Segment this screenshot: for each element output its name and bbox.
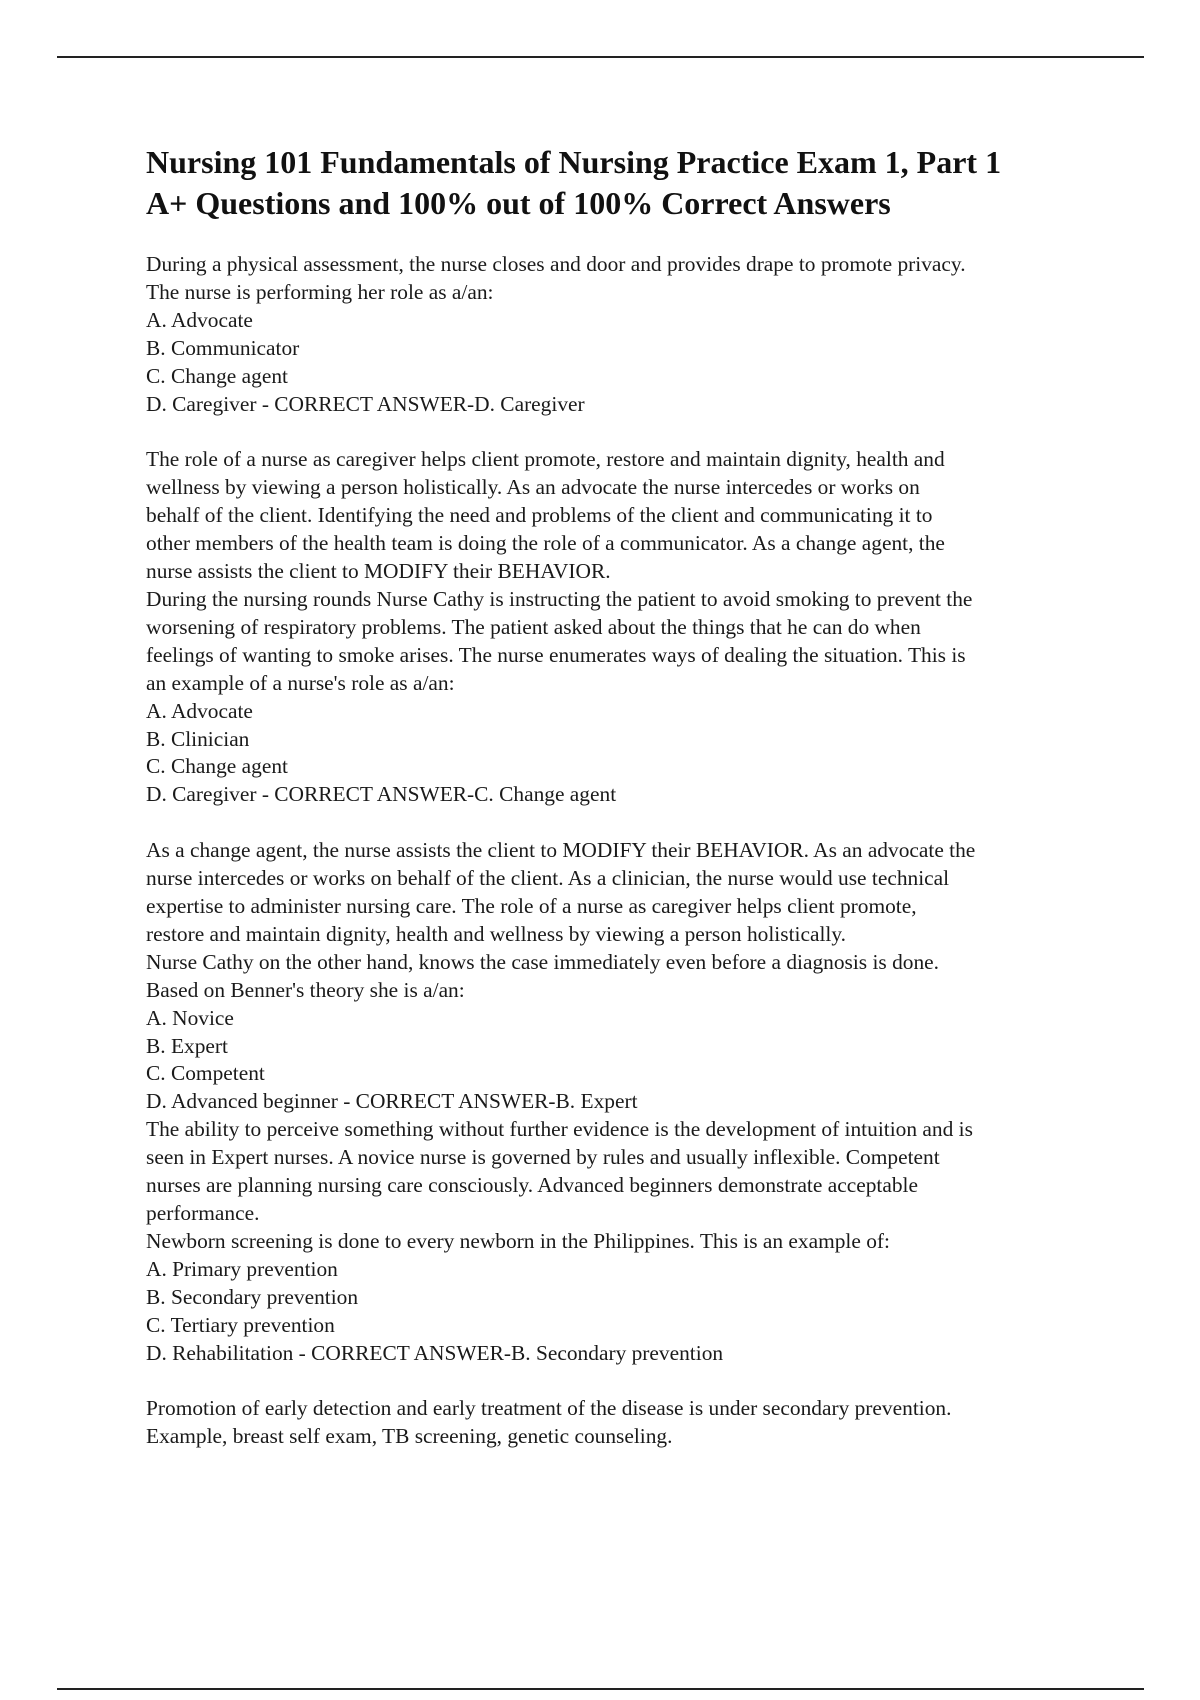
text-line: worsening of respiratory problems. The patient asked about the things that he can do when — [146, 614, 921, 639]
title-line-2: A+ Questions and 100% out of 100% Correct Answers — [146, 185, 891, 221]
answer-option: B. Secondary prevention — [146, 1284, 359, 1309]
answer-option: A. Advocate — [146, 698, 253, 723]
text-line: nurses are planning nursing care consciously. Advanced beginners demonstrate acceptable — [146, 1173, 918, 1198]
text-line: Nurse Cathy on the other hand, knows the case immediately even before a diagnosis is done. — [146, 949, 940, 974]
text-line: Based on Benner's theory she is a/an: — [146, 977, 465, 1002]
text-line: performance. — [146, 1201, 260, 1225]
text-line: an example of a nurse's role as a/an: — [146, 670, 455, 695]
text-line: nurse assists the client to MODIFY their BEHAVIOR. — [146, 559, 611, 584]
text-line: feelings of wanting to smoke arises. The nurse enumerates ways of dealing the situation. This is — [146, 642, 966, 667]
correct-answer-line: D. Caregiver - CORRECT ANSWER-C. Change agent — [146, 782, 617, 807]
paragraph-gap — [146, 809, 1096, 837]
text-line: nurse intercedes or works on behalf of the client. As a clinician, the nurse would use technical — [146, 866, 950, 891]
text-line: The ability to perceive something without further evidence is the development of intuition and is — [146, 1117, 973, 1142]
header-rule — [57, 56, 1144, 58]
text-line: behalf of the client. Identifying the need and problems of the client and communicating it to — [146, 503, 933, 528]
text-line: wellness by viewing a person holistically. As an advocate the nurse intercedes or works on — [146, 475, 920, 500]
text-line: During the nursing rounds Nurse Cathy is instructing the patient to avoid smoking to prevent the — [146, 586, 973, 611]
text-line: The nurse is performing her role as a/an: — [146, 279, 494, 304]
correct-answer-line: D. Rehabilitation - CORRECT ANSWER-B. Secondary prevention — [146, 1340, 724, 1365]
text-line: Example, breast self exam, TB screening, genetic counseling. — [146, 1424, 673, 1449]
answer-option: C. Tertiary prevention — [146, 1312, 335, 1337]
answer-option: C. Competent — [146, 1061, 265, 1086]
paragraph-gap — [146, 418, 1096, 446]
footer-rule — [57, 1688, 1144, 1690]
answer-option: A. Primary prevention — [146, 1256, 338, 1281]
text-line: Newborn screening is done to every newborn in the Philippines. This is an example of: — [146, 1228, 890, 1253]
answer-option: B. Communicator — [146, 335, 300, 360]
answer-option: B. Clinician — [146, 726, 250, 751]
text-line: Promotion of early detection and early treatment of the disease is under secondary prevention. — [146, 1396, 952, 1421]
document-title — [146, 142, 1096, 224]
answer-option: B. Expert — [146, 1033, 228, 1058]
answer-option: C. Change agent — [146, 754, 288, 779]
answer-option: A. Advocate — [146, 307, 253, 332]
text-line: During a physical assessment, the nurse closes and door and provides drape to promote privacy. — [146, 252, 966, 276]
text-line: other members of the health team is doing the role of a communicator. As a change agent, the — [146, 531, 945, 556]
paragraph-gap — [146, 1367, 1096, 1395]
answer-option: A. Novice — [146, 1005, 234, 1030]
text-line: The role of a nurse as caregiver helps client promote, restore and maintain dignity, health and — [146, 447, 945, 472]
text-line: expertise to administer nursing care. The role of a nurse as caregiver helps client promote, — [146, 894, 917, 919]
correct-answer-line: D. Advanced beginner - CORRECT ANSWER-B. Expert — [146, 1089, 638, 1114]
text-line: seen in Expert nurses. A novice nurse is governed by rules and usually inflexible. Competent — [146, 1145, 940, 1170]
text-line: restore and maintain dignity, health and wellness by viewing a person holistically. — [146, 921, 846, 946]
answer-option: C. Change agent — [146, 363, 288, 388]
correct-answer-line: D. Caregiver - CORRECT ANSWER-D. Caregiver — [146, 391, 585, 416]
title-line-1: Nursing 101 Fundamentals of Nursing Practice Exam 1, Part 1 — [146, 144, 1002, 180]
document-body — [146, 142, 1096, 1451]
text-line: As a change agent, the nurse assists the client to MODIFY their BEHAVIOR. As an advocate the — [146, 838, 976, 863]
